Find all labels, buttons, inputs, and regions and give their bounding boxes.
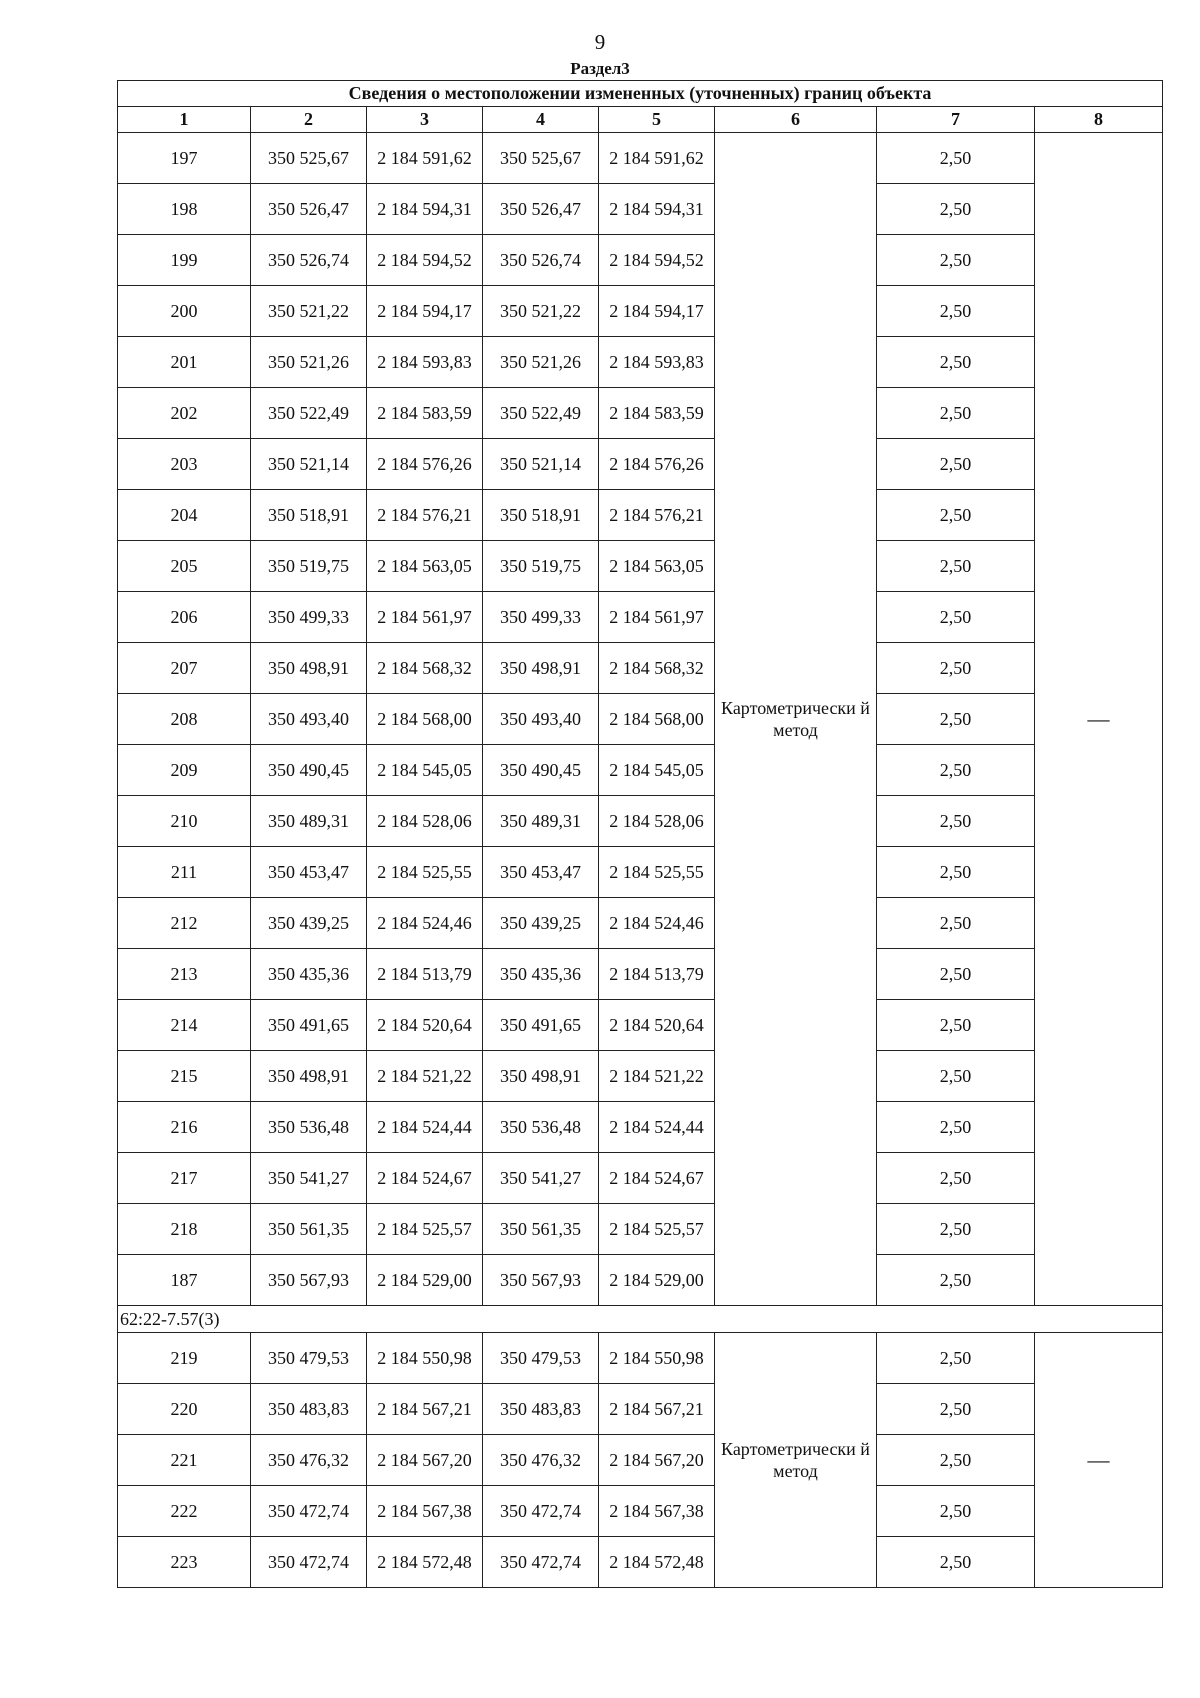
y-refined-cell: 2 184 576,21	[599, 490, 715, 541]
y-existing-cell: 2 184 529,00	[367, 1255, 483, 1306]
page-number: 9	[594, 30, 606, 54]
y-refined-cell: 2 184 563,05	[599, 541, 715, 592]
point-number-cell: 197	[118, 133, 251, 184]
x-existing-cell: 350 519,75	[251, 541, 367, 592]
y-refined-cell: 2 184 576,26	[599, 439, 715, 490]
point-number-cell: 221	[118, 1435, 251, 1486]
x-existing-cell: 350 490,45	[251, 745, 367, 796]
table-row	[118, 1255, 1163, 1306]
precision-cell: 2,50	[877, 643, 1035, 694]
y-refined-cell: 2 184 521,22	[599, 1051, 715, 1102]
column-header: 6	[715, 107, 877, 133]
precision-cell: 2,50	[877, 490, 1035, 541]
x-existing-cell: 350 518,91	[251, 490, 367, 541]
y-existing-cell: 2 184 520,64	[367, 1000, 483, 1051]
x-existing-cell: 350 521,14	[251, 439, 367, 490]
x-refined-cell: 350 489,31	[483, 796, 599, 847]
precision-cell: 2,50	[877, 1051, 1035, 1102]
point-number-cell: 212	[118, 898, 251, 949]
column-header: 7	[877, 107, 1035, 133]
y-existing-cell: 2 184 567,21	[367, 1384, 483, 1435]
x-existing-cell: 350 476,32	[251, 1435, 367, 1486]
group-label-row	[118, 1306, 1163, 1333]
table-row	[118, 337, 1163, 388]
x-existing-cell: 350 453,47	[251, 847, 367, 898]
y-existing-cell: 2 184 593,83	[367, 337, 483, 388]
x-existing-cell: 350 526,74	[251, 235, 367, 286]
y-existing-cell: 2 184 524,44	[367, 1102, 483, 1153]
x-refined-cell: 350 490,45	[483, 745, 599, 796]
x-refined-cell: 350 518,91	[483, 490, 599, 541]
x-refined-cell: 350 479,53	[483, 1333, 599, 1384]
y-existing-cell: 2 184 545,05	[367, 745, 483, 796]
precision-cell: 2,50	[877, 592, 1035, 643]
table-row	[118, 643, 1163, 694]
point-number-cell: 216	[118, 1102, 251, 1153]
x-refined-cell: 350 498,91	[483, 1051, 599, 1102]
x-refined-cell: 350 499,33	[483, 592, 599, 643]
y-existing-cell: 2 184 513,79	[367, 949, 483, 1000]
column-header-row	[118, 107, 1163, 133]
x-existing-cell: 350 498,91	[251, 643, 367, 694]
y-refined-cell: 2 184 525,57	[599, 1204, 715, 1255]
y-refined-cell: 2 184 561,97	[599, 592, 715, 643]
x-refined-cell: 350 472,74	[483, 1486, 599, 1537]
x-refined-cell: 350 472,74	[483, 1537, 599, 1588]
y-existing-cell: 2 184 583,59	[367, 388, 483, 439]
precision-cell: 2,50	[877, 1435, 1035, 1486]
column-header: 2	[251, 107, 367, 133]
table-row	[118, 694, 1163, 745]
y-existing-cell: 2 184 591,62	[367, 133, 483, 184]
y-existing-cell: 2 184 594,52	[367, 235, 483, 286]
x-existing-cell: 350 526,47	[251, 184, 367, 235]
x-existing-cell: 350 522,49	[251, 388, 367, 439]
method-cell: Картометрически й метод	[715, 133, 877, 1306]
precision-cell: 2,50	[877, 898, 1035, 949]
x-existing-cell: 350 439,25	[251, 898, 367, 949]
precision-cell: 2,50	[877, 1384, 1035, 1435]
y-refined-cell: 2 184 524,44	[599, 1102, 715, 1153]
y-refined-cell: 2 184 520,64	[599, 1000, 715, 1051]
x-refined-cell: 350 483,83	[483, 1384, 599, 1435]
table-row	[118, 1153, 1163, 1204]
y-existing-cell: 2 184 561,97	[367, 592, 483, 643]
y-refined-cell: 2 184 567,38	[599, 1486, 715, 1537]
precision-cell: 2,50	[877, 694, 1035, 745]
y-refined-cell: 2 184 529,00	[599, 1255, 715, 1306]
x-refined-cell: 350 536,48	[483, 1102, 599, 1153]
point-number-cell: 201	[118, 337, 251, 388]
table-row	[118, 184, 1163, 235]
x-existing-cell: 350 479,53	[251, 1333, 367, 1384]
x-existing-cell: 350 567,93	[251, 1255, 367, 1306]
precision-cell: 2,50	[877, 1255, 1035, 1306]
precision-cell: 2,50	[877, 1000, 1035, 1051]
table-row	[118, 796, 1163, 847]
y-refined-cell: 2 184 583,59	[599, 388, 715, 439]
x-existing-cell: 350 561,35	[251, 1204, 367, 1255]
point-number-cell: 217	[118, 1153, 251, 1204]
y-existing-cell: 2 184 528,06	[367, 796, 483, 847]
table-row	[118, 439, 1163, 490]
y-existing-cell: 2 184 525,55	[367, 847, 483, 898]
point-number-cell: 203	[118, 439, 251, 490]
x-refined-cell: 350 567,93	[483, 1255, 599, 1306]
point-number-cell: 200	[118, 286, 251, 337]
x-refined-cell: 350 541,27	[483, 1153, 599, 1204]
y-refined-cell: 2 184 594,17	[599, 286, 715, 337]
point-number-cell: 198	[118, 184, 251, 235]
table-row	[118, 133, 1163, 184]
table-row	[118, 1204, 1163, 1255]
y-existing-cell: 2 184 572,48	[367, 1537, 483, 1588]
x-refined-cell: 350 453,47	[483, 847, 599, 898]
y-refined-cell: 2 184 591,62	[599, 133, 715, 184]
y-refined-cell: 2 184 550,98	[599, 1333, 715, 1384]
table-row	[118, 286, 1163, 337]
column-header: 1	[118, 107, 251, 133]
method-cell: Картометрически й метод	[715, 1333, 877, 1588]
x-existing-cell: 350 498,91	[251, 1051, 367, 1102]
column-header: 5	[599, 107, 715, 133]
precision-cell: 2,50	[877, 1204, 1035, 1255]
note-cell: —	[1035, 133, 1163, 1306]
y-existing-cell: 2 184 550,98	[367, 1333, 483, 1384]
precision-cell: 2,50	[877, 286, 1035, 337]
point-number-cell: 208	[118, 694, 251, 745]
x-refined-cell: 350 476,32	[483, 1435, 599, 1486]
point-number-cell: 206	[118, 592, 251, 643]
y-refined-cell: 2 184 568,32	[599, 643, 715, 694]
y-existing-cell: 2 184 576,26	[367, 439, 483, 490]
y-refined-cell: 2 184 524,46	[599, 898, 715, 949]
table-row	[118, 235, 1163, 286]
point-number-cell: 207	[118, 643, 251, 694]
precision-cell: 2,50	[877, 439, 1035, 490]
point-number-cell: 214	[118, 1000, 251, 1051]
table-caption-row	[118, 81, 1163, 107]
y-existing-cell: 2 184 521,22	[367, 1051, 483, 1102]
x-refined-cell: 350 525,67	[483, 133, 599, 184]
x-refined-cell: 350 498,91	[483, 643, 599, 694]
precision-cell: 2,50	[877, 847, 1035, 898]
table-row	[118, 541, 1163, 592]
precision-cell: 2,50	[877, 388, 1035, 439]
point-number-cell: 209	[118, 745, 251, 796]
x-refined-cell: 350 561,35	[483, 1204, 599, 1255]
precision-cell: 2,50	[877, 337, 1035, 388]
column-header: 4	[483, 107, 599, 133]
table-row	[118, 847, 1163, 898]
point-number-cell: 199	[118, 235, 251, 286]
x-existing-cell: 350 536,48	[251, 1102, 367, 1153]
table-row	[118, 898, 1163, 949]
x-refined-cell: 350 439,25	[483, 898, 599, 949]
point-number-cell: 222	[118, 1486, 251, 1537]
x-refined-cell: 350 493,40	[483, 694, 599, 745]
precision-cell: 2,50	[877, 184, 1035, 235]
x-refined-cell: 350 521,26	[483, 337, 599, 388]
x-refined-cell: 350 491,65	[483, 1000, 599, 1051]
x-refined-cell: 350 526,74	[483, 235, 599, 286]
boundary-coordinates-table	[117, 80, 1163, 1588]
table-row	[118, 1000, 1163, 1051]
x-refined-cell: 350 435,36	[483, 949, 599, 1000]
x-existing-cell: 350 499,33	[251, 592, 367, 643]
point-number-cell: 210	[118, 796, 251, 847]
table-row	[118, 1051, 1163, 1102]
y-refined-cell: 2 184 525,55	[599, 847, 715, 898]
x-existing-cell: 350 525,67	[251, 133, 367, 184]
y-existing-cell: 2 184 525,57	[367, 1204, 483, 1255]
y-existing-cell: 2 184 594,17	[367, 286, 483, 337]
note-cell: —	[1035, 1333, 1163, 1588]
point-number-cell: 223	[118, 1537, 251, 1588]
point-number-cell: 219	[118, 1333, 251, 1384]
precision-cell: 2,50	[877, 541, 1035, 592]
table-row	[118, 1537, 1163, 1588]
y-existing-cell: 2 184 563,05	[367, 541, 483, 592]
precision-cell: 2,50	[877, 949, 1035, 1000]
point-number-cell: 211	[118, 847, 251, 898]
x-refined-cell: 350 519,75	[483, 541, 599, 592]
y-refined-cell: 2 184 594,52	[599, 235, 715, 286]
point-number-cell: 213	[118, 949, 251, 1000]
table-row	[118, 1384, 1163, 1435]
point-number-cell: 187	[118, 1255, 251, 1306]
table-caption: Сведения о местоположении измененных (уточненных) границ объекта	[118, 81, 1163, 107]
x-existing-cell: 350 493,40	[251, 694, 367, 745]
group-label: 62:22-7.57(3)	[118, 1306, 1163, 1333]
y-existing-cell: 2 184 594,31	[367, 184, 483, 235]
table-body	[118, 81, 1163, 1588]
table-row	[118, 388, 1163, 439]
y-refined-cell: 2 184 513,79	[599, 949, 715, 1000]
point-number-cell: 220	[118, 1384, 251, 1435]
y-existing-cell: 2 184 568,32	[367, 643, 483, 694]
x-existing-cell: 350 541,27	[251, 1153, 367, 1204]
table-row	[118, 1486, 1163, 1537]
precision-cell: 2,50	[877, 133, 1035, 184]
x-refined-cell: 350 522,49	[483, 388, 599, 439]
y-refined-cell: 2 184 528,06	[599, 796, 715, 847]
table-row	[118, 592, 1163, 643]
table-row	[118, 1333, 1163, 1384]
precision-cell: 2,50	[877, 1153, 1035, 1204]
table-row	[118, 745, 1163, 796]
x-refined-cell: 350 526,47	[483, 184, 599, 235]
y-existing-cell: 2 184 567,38	[367, 1486, 483, 1537]
y-existing-cell: 2 184 524,46	[367, 898, 483, 949]
section-title: Раздел3	[570, 59, 630, 78]
x-existing-cell: 350 521,22	[251, 286, 367, 337]
x-existing-cell: 350 472,74	[251, 1537, 367, 1588]
point-number-cell: 204	[118, 490, 251, 541]
precision-cell: 2,50	[877, 1333, 1035, 1384]
x-refined-cell: 350 521,14	[483, 439, 599, 490]
precision-cell: 2,50	[877, 1537, 1035, 1588]
precision-cell: 2,50	[877, 1102, 1035, 1153]
precision-cell: 2,50	[877, 796, 1035, 847]
point-number-cell: 202	[118, 388, 251, 439]
x-existing-cell: 350 483,83	[251, 1384, 367, 1435]
point-number-cell: 218	[118, 1204, 251, 1255]
y-refined-cell: 2 184 572,48	[599, 1537, 715, 1588]
y-refined-cell: 2 184 524,67	[599, 1153, 715, 1204]
y-existing-cell: 2 184 576,21	[367, 490, 483, 541]
y-refined-cell: 2 184 567,21	[599, 1384, 715, 1435]
column-header: 3	[367, 107, 483, 133]
x-refined-cell: 350 521,22	[483, 286, 599, 337]
point-number-cell: 215	[118, 1051, 251, 1102]
x-existing-cell: 350 489,31	[251, 796, 367, 847]
point-number-cell: 205	[118, 541, 251, 592]
precision-cell: 2,50	[877, 745, 1035, 796]
y-existing-cell: 2 184 524,67	[367, 1153, 483, 1204]
x-existing-cell: 350 435,36	[251, 949, 367, 1000]
x-existing-cell: 350 491,65	[251, 1000, 367, 1051]
table-row	[118, 1435, 1163, 1486]
table-row	[118, 1102, 1163, 1153]
column-header: 8	[1035, 107, 1163, 133]
y-refined-cell: 2 184 593,83	[599, 337, 715, 388]
y-refined-cell: 2 184 568,00	[599, 694, 715, 745]
table-row	[118, 949, 1163, 1000]
precision-cell: 2,50	[877, 235, 1035, 286]
y-refined-cell: 2 184 545,05	[599, 745, 715, 796]
precision-cell: 2,50	[877, 1486, 1035, 1537]
y-existing-cell: 2 184 567,20	[367, 1435, 483, 1486]
x-existing-cell: 350 472,74	[251, 1486, 367, 1537]
y-existing-cell: 2 184 568,00	[367, 694, 483, 745]
y-refined-cell: 2 184 567,20	[599, 1435, 715, 1486]
table-row	[118, 490, 1163, 541]
y-refined-cell: 2 184 594,31	[599, 184, 715, 235]
x-existing-cell: 350 521,26	[251, 337, 367, 388]
